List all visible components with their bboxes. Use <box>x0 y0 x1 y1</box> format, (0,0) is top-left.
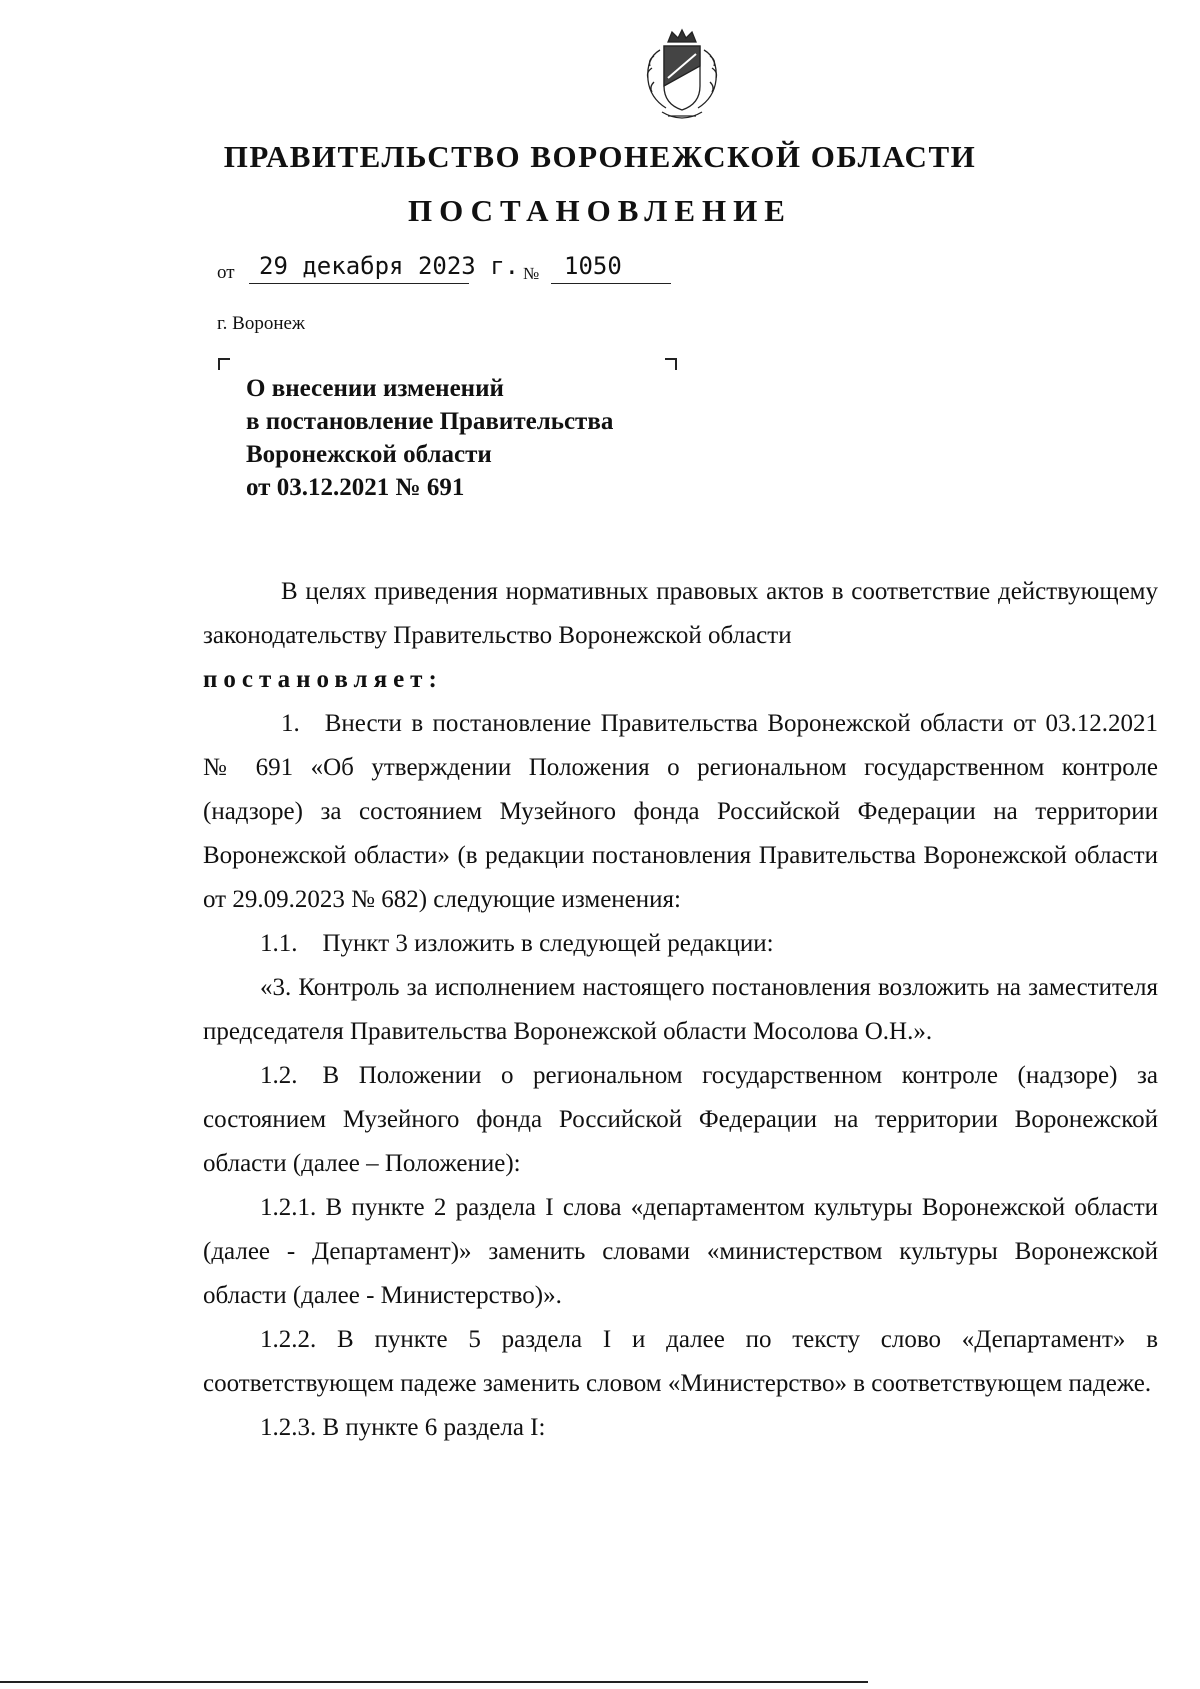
document-number: 1050 <box>564 252 622 280</box>
from-label: от <box>217 262 235 283</box>
resolution-word: постановляет: <box>203 666 443 693</box>
subject-line: в постановление Правительства <box>246 408 614 435</box>
document-type-title: ПОСТАНОВЛЕНИЕ <box>408 193 792 228</box>
clause-1-2-3: 1.2.3. В пункте 6 раздела I: <box>260 1414 546 1441</box>
document-subject <box>246 372 613 504</box>
number-label: № <box>523 264 540 283</box>
number-underline <box>551 283 671 284</box>
clause-1-2: 1.2. В Положении о региональном государственном контроле (надзоре) за состоянием Музейного фонда Российской Федерации на территории Воронежской области (далее – Положение): <box>203 1062 1158 1177</box>
document-body <box>203 570 1158 1450</box>
date-underline <box>249 283 469 284</box>
subject-line: от 03.12.2021 № 691 <box>246 474 465 501</box>
clause-1-1-quote: «3. Контроль за исполнением настоящего постановления возложить на заместителя председателя Правительства Воронежской области Мосолова О.Н.». <box>203 974 1158 1045</box>
subject-bracket-right <box>665 358 677 370</box>
subject-bracket-left <box>218 358 230 370</box>
clause-1-1: 1.1. Пункт 3 изложить в следующей редакции: <box>260 930 774 957</box>
intro-paragraph: В целях приведения нормативных правовых актов в соответствие действующему законодательству Правительство Воронежской области <box>203 578 1158 649</box>
page-bottom-rule <box>0 1681 868 1683</box>
clause-1-2-2: 1.2.2. В пункте 5 раздела I и далее по тексту слово «Департамент» в соответствующем падеже заменить словом «Министерство» в соответствующем падеже. <box>203 1326 1158 1397</box>
document-date: 29 декабря 2023 г. <box>259 252 520 280</box>
subject-line: Воронежской области <box>246 441 492 468</box>
subject-line: О внесении изменений <box>246 375 504 402</box>
date-number-row <box>217 252 687 285</box>
clause-1: 1. Внести в постановление Правительства Воронежской области от 03.12.2021 № 691 «Об утверждении Положения о региональном государственном контроле (надзоре) за состоянием Музейного фонда Российской Федерации на территории Воронежской области» (в редакции постановления Правительства Воронежской области от 29.09.2023 № 682) следующие изменения: <box>203 710 1158 913</box>
coat-of-arms-emblem <box>638 28 726 124</box>
city-label: г. Воронеж <box>217 313 306 334</box>
clause-1-2-1: 1.2.1. В пункте 2 раздела I слова «департаментом культуры Воронежской области (далее - Департамент)» заменить словами «министерством культуры Воронежской области (далее - Министерство)». <box>203 1194 1158 1309</box>
authority-title: ПРАВИТЕЛЬСТВО ВОРОНЕЖСКОЙ ОБЛАСТИ <box>223 139 977 174</box>
